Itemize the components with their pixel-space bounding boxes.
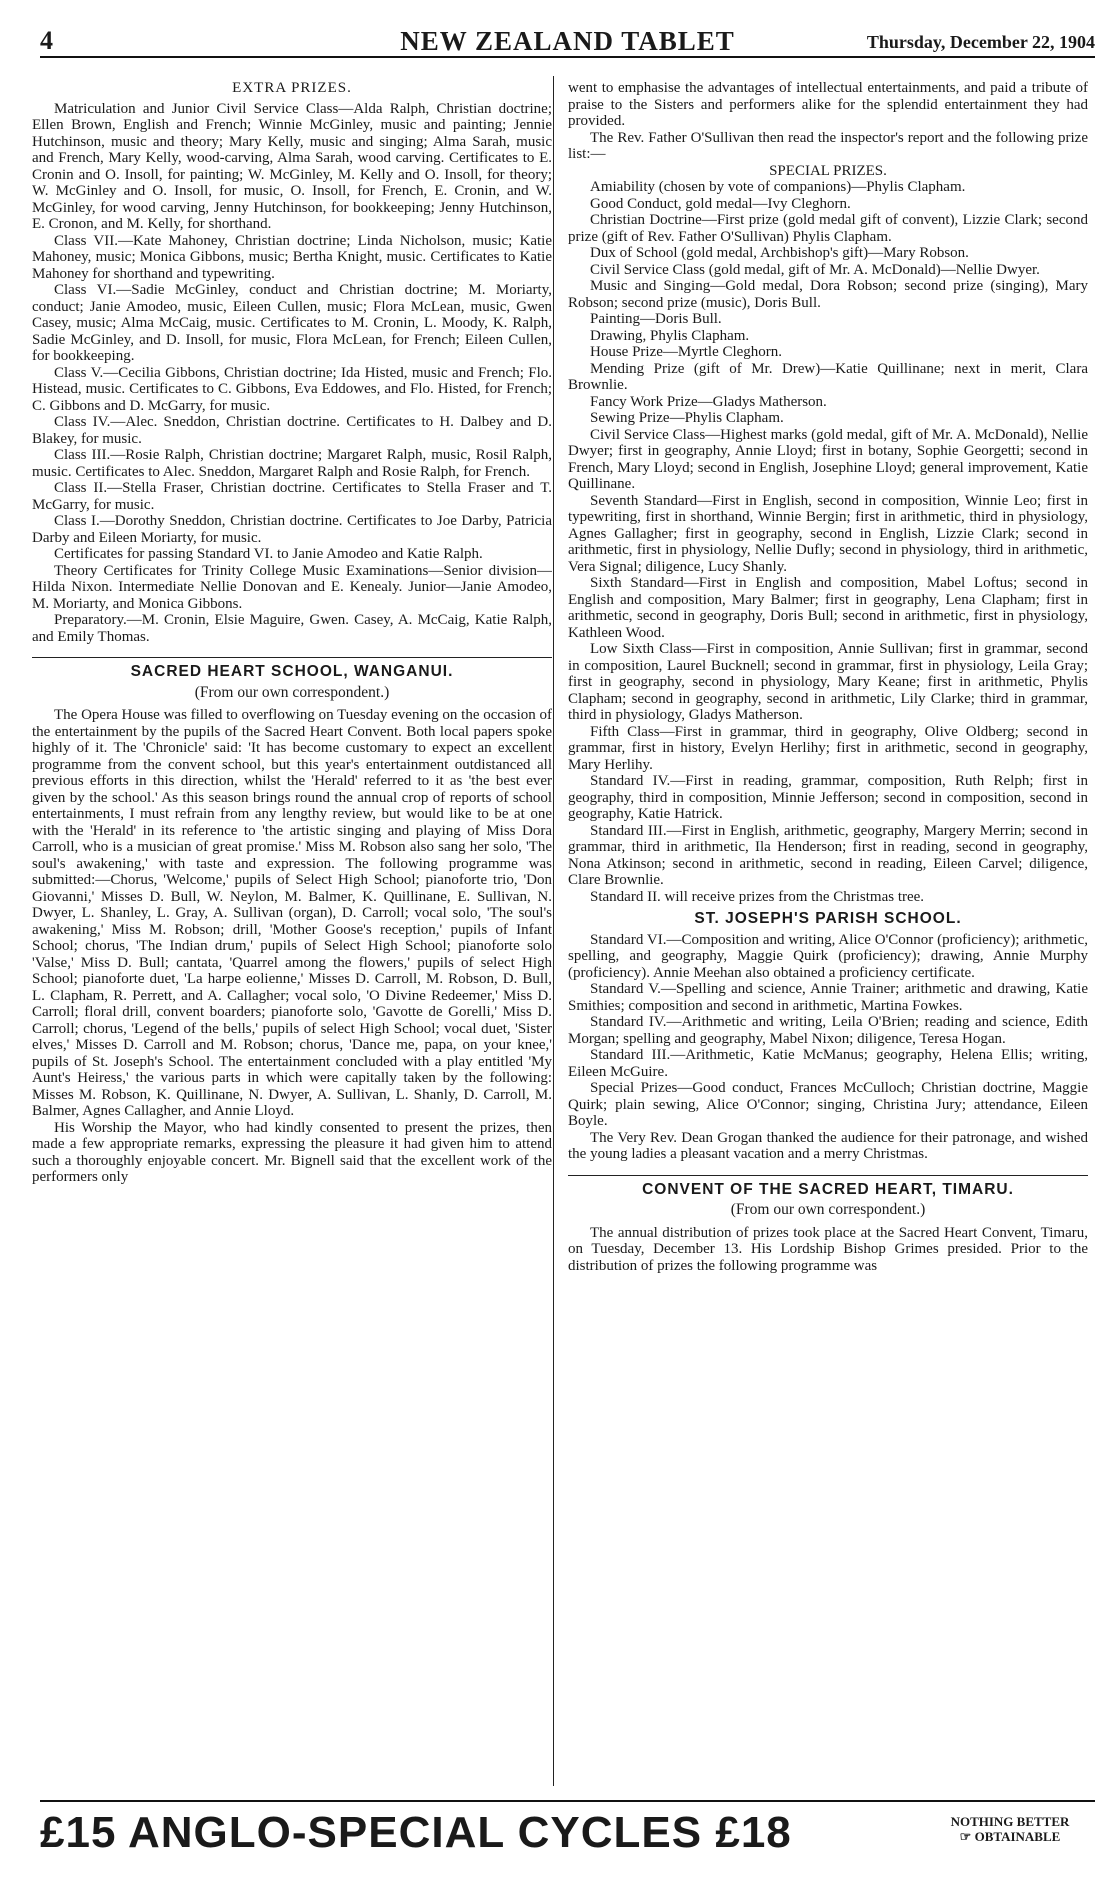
article-paragraph: The Rev. Father O'Sullivan then read the inspector's report and the following prize list:—: [568, 129, 1088, 162]
ad-tagline: [925, 1814, 1095, 1844]
prize-paragraph: Standard III.—Arithmetic, Katie McManus; geography, Helena Ellis; writing, Eileen McGuire.: [568, 1047, 1088, 1080]
wanganui-heading: SACRED HEART SCHOOL, WANGANUI.: [130, 663, 454, 680]
article-paragraph: Class IV.—Alec. Sneddon, Christian doctrine. Certificates to H. Dalbey and D. Blakey, for music.: [32, 414, 552, 447]
timaru-byline: (From our own correspondent.): [730, 1201, 926, 1218]
stjoseph-heading: ST. JOSEPH'S PARISH SCHOOL.: [694, 910, 962, 927]
prize-paragraph: Civil Service Class (gold medal, gift of Mr. A. McDonald)—Nellie Dwyer.: [590, 261, 1040, 278]
page-number: 4: [40, 26, 53, 55]
article-paragraph: Preparatory.—M. Cronin, Elsie Maguire, Gwen. Casey, A. McCaig, Katie Ralph, and Emily Thomas.: [32, 612, 552, 645]
right-column: [568, 80, 1088, 1780]
prize-paragraph: Good Conduct, gold medal—Ivy Cleghorn.: [590, 195, 851, 212]
prize-paragraph: Standard VI.—Composition and writing, Alice O'Connor (proficiency); arithmetic, spelling, and geography, Maggie Quirk (proficiency); drawing, Annie Murphy (proficiency). Annie Meehan also obtained a proficiency certificate.: [568, 931, 1088, 981]
article-paragraph: Class V.—Cecilia Gibbons, Christian doctrine; Ida Histed, music and French; Flo. Histead, music. Certificates to C. Gibbons, Eva Eddowes, and Flo. Histed, for French; C. Gibbons and D. McGarry, for music.: [32, 364, 552, 414]
prize-paragraph: Christian Doctrine—First prize (gold medal gift of convent), Lizzie Clark; second prize (gift of Rev. Father O'Sullivan) Phylis Clapham.: [568, 212, 1088, 245]
article-paragraph: Class II.—Stella Fraser, Christian doctrine. Certificates to Stella Fraser and T. McGarry, for music.: [32, 480, 552, 513]
prize-paragraph: House Prize—Myrtle Cleghorn.: [590, 344, 783, 360]
article-continuation: went to emphasise the advantages of intellectual entertainments, and paid a tribute of praise to the Sisters and performers alike for the splendid entertainment they had provided.: [568, 80, 1088, 129]
prize-paragraph: Fancy Work Prize—Gladys Matherson.: [590, 393, 827, 410]
prize-paragraph: Mending Prize (gift of Mr. Drew)—Katie Quillinane; next in merit, Clara Brownlie.: [568, 360, 1088, 393]
prize-paragraph: Drawing, Phylis Clapham.: [590, 327, 750, 344]
section-divider: [568, 1175, 1088, 1176]
prize-paragraph: The Very Rev. Dean Grogan thanked the audience for their patronage, and wished the young ladies a pleasant vacation and a merry Christmas.: [568, 1129, 1088, 1162]
prize-paragraph: Fifth Class—First in grammar, third in geography, Olive Oldberg; second in grammar, first in history, Evelyn Herlihy; first in arithmetic, second in geography, Mary Herlihy.: [568, 723, 1088, 773]
article-paragraph: Theory Certificates for Trinity College Music Examinations—Senior division—Hilda Nixon. Intermediate Nellie Donovan and E. Kenealy. Junior—Janie Amodeo, M. Moriarty, and Monica Gibbons.: [32, 562, 552, 612]
prize-paragraph: Standard III.—First in English, arithmetic, geography, Margery Merrin; second in grammar, third in arithmetic, Ila Henderson; first in reading, second in geography, Nona Atkinson; second in arithmetic, second in reading, Eileen Carvel; diligence, Clare Brownlie.: [568, 822, 1088, 888]
timaru-heading: CONVENT OF THE SACRED HEART, TIMARU.: [642, 1180, 1014, 1198]
left-column: [32, 80, 552, 1780]
prize-paragraph: Dux of School (gold medal, Archbishop's gift)—Mary Robson.: [590, 245, 969, 261]
prize-paragraph: Seventh Standard—First in English, second in composition, Winnie Leo; first in typewriting, first in shorthand, Winnie Bergin; first in arithmetic, third in physiology, Agnes Gallagher; first in geography, second in English, Lizzie Clark; second in arithmetic, first in physiology, Nellie Dufly; second in physiology, third in arithmetic, Vera Signal; diligence, Lucy Shanly.: [568, 492, 1088, 575]
advertisement-banner: [40, 1800, 1095, 1862]
article-paragraph: Class I.—Dorothy Sneddon, Christian doctrine. Certificates to Joe Darby, Patricia Darby and Eileen Moriarty, for music.: [32, 513, 552, 546]
special-prizes-heading: SPECIAL PRIZES.: [769, 162, 887, 179]
prize-paragraph: Standard IV.—Arithmetic and writing, Leila O'Brien; reading and science, Edith Morgan; spelling and geography, Mabel Nixon; diligence, Teresa Hogan.: [568, 1014, 1088, 1047]
prize-paragraph: Sixth Standard—First in English and composition, Mabel Loftus; second in English and composition, Mary Balmer; first in geography, Lena Clapham; first in arithmetic, second in geography, Doris Bull; second in arithmetic, first in physiology, Kathleen Wood.: [568, 575, 1088, 641]
article-paragraph: The Opera House was filled to overflowing on Tuesday evening on the occasion of the entertainment by the pupils of the Sacred Heart Convent. Both local papers spoke highly of it. The 'Chronicle' said: 'It has become customary to expect an excellent programme from the convent school, but this year's entertainment outdistanced all previous efforts in this direction, whilst the 'Herald' referred to it as 'the best ever given by the school.' As this season brings round the annual crop of reports of school entertainments, I must refrain from any lengthy review, but would like to be at one with the 'Herald' in its reference to 'the artistic singing and playing of Miss Dora Carroll, who is a musician of great promise.' Miss M. Robson also sang her solo, 'The soul's awakening,' with taste and expression. The following programme was submitted:—Chorus, 'Welcome,' pupils of Select High School; pianoforte trio, 'Don Giovanni,' Misses D. Bull, W. Neylon, M. Balmer, K. Quillinane, E. Sullivan, N. Dwyer, L. Shanley, L. Gray, A. Sullivan (organ), D. Carroll; vocal solo, 'The soul's awakening,' Miss M. Robson; drill, 'Mother Goose's reception,' pupils of Infant School; chorus, 'The Indian drum,' pupils of Select High School; pianoforte solo 'Valse,' Miss D. Bull; cantata, 'Quarrel among the flowers,' pupils of select High School; pianoforte duet, 'La harpe eolienne,' Misses D. Carroll, M. Robson, D. Bull, L. Clapham, R. Perrett, and A. Callagher; vocal solo, 'O Divine Redeemer,' Miss D. Carroll; floral drill, convent boarders; pianoforte solo, 'Gavotte de Gorelli,' Miss D. Carroll; chorus, 'Legend of the bells,' pupils of select High School; vocal duet, 'Sister elves,' Misses D. Carroll and M. Robson; chorus, 'Dance me, papa, on your knee,' pupils of St. Joseph's School. The entertainment concluded with a play entitled 'My Aunt's Heiress,' the various parts in which were capitally taken by the following: Misses M. Robson, K. Quillinane, N. Dwyer, A. Sullivan, L. Shanly, D. Carroll, M. Balmer, Agnes Callagher, and Annie Lloyd.: [32, 707, 552, 1119]
ad-tagline-line: NOTHING BETTER: [950, 1814, 1070, 1829]
prize-paragraph: Standard IV.—First in reading, grammar, composition, Ruth Relph; first in geography, third in composition, Minnie Jefferson; second in composition, second in geography, Katie Hatrick.: [568, 773, 1088, 822]
article-paragraph: The annual distribution of prizes took place at the Sacred Heart Convent, Timaru, on Tuesday, December 13. His Lordship Bishop Grimes presided. Prior to the distribution of prizes the following programme was: [568, 1224, 1088, 1274]
article-paragraph: Certificates for passing Standard VI. to Janie Amodeo and Katie Ralph.: [54, 546, 483, 562]
article-paragraph: Class VII.—Kate Mahoney, Christian doctrine; Linda Nicholson, music; Katie Mahoney, music; Monica Gibbons, music; Bertha Knight, music. Certificates to Katie Mahoney for shorthand and typewriting.: [32, 232, 552, 282]
ad-tagline-line: ☞ OBTAINABLE: [959, 1829, 1061, 1844]
ad-headline: £15 ANGLO-SPECIAL CYCLES £18: [40, 1808, 792, 1857]
article-paragraph: Class VI.—Sadie McGinley, conduct and Christian doctrine; M. Moriarty, conduct; Janie Amodeo, music, Eileen Cullen, music; Flora McLean, music, Gwen Casey, music; Alma McCaig, music. Certificates to M. Cronin, L. Moody, K. Ralph, Sadie McGinley, and D. Insoll, for music, Flora McLean, for French; Eileen Cullen, for bookkeeping.: [32, 282, 552, 364]
article-paragraph: Matriculation and Junior Civil Service Class—Alda Ralph, Christian doctrine; Ellen Brown, English and French; Winnie McGinley, music and painting; Jennie Hutchinson, music and theory; Mary Kelly, music and singing; Alma Sarah, music and French, Mary Kelly, wood-carving, Alma Sarah, wood carving. Certificates to E. Cronin and O. Insoll, for painting; W. McGinley, M. Kelly and O. Insoll, for theory; W. McGinley and O. Insoll, for music, O. Insoll, for French, E. Cronin, and W. McGinley, for wood carving, Jenny Hutchinson, for bookkeeping; Jenny Hutchinson, E. Cronon, and M. Kelly, for shorthand.: [32, 100, 552, 232]
wanganui-byline: (From our own correspondent.): [194, 683, 390, 701]
extra-prizes-heading: EXTRA PRIZES.: [232, 80, 352, 96]
issue-date: Thursday, December 22, 1904: [866, 32, 1095, 52]
prize-paragraph: Special Prizes—Good conduct, Frances McCulloch; Christian doctrine, Maggie Quirk; plain sewing, Alice O'Connor; singing, Christina Jury; attendance, Eileen Boyle.: [568, 1080, 1088, 1129]
section-divider: [32, 657, 552, 658]
prize-paragraph: Music and Singing—Gold medal, Dora Robson; second prize (singing), Mary Robson; second prize (music), Doris Bull.: [568, 278, 1088, 311]
prize-paragraph: Painting—Doris Bull.: [590, 311, 722, 327]
article-paragraph: Class III.—Rosie Ralph, Christian doctrine; Margaret Ralph, music, Rosil Ralph, music. Certificates to Alec. Sneddon, Margaret Ralph and Rosie Ralph, for French.: [32, 447, 552, 480]
prize-paragraph: Civil Service Class—Highest marks (gold medal, gift of Mr. A. McDonald), Nellie Dwyer; first in geography, Annie Lloyd; first in botany, Sophie Georgetti; second in French, Mary Lloyd; second in English, Josephine Lloyd; general improvement, Katie Quillinane.: [568, 426, 1088, 492]
page-header: [40, 26, 1095, 58]
article-paragraph: His Worship the Mayor, who had kindly consented to present the prizes, then made a few appropriate remarks, expressing the pleasure it had given him to attend such a thoroughly enjoyable concert. Mr. Bignell said that the excellent work of the performers only: [32, 1119, 552, 1185]
prize-paragraph: Low Sixth Class—First in composition, Annie Sullivan; first in grammar, second in composition, Laurel Bucknell; second in grammar, first in physiology, Leila Gray; first in geography, second in physiology, Mary Keane; first in arithmetic, Phylis Clapham; second in geography, second in arithmetic, Lily Clarke; third in grammar, third in physiology, Gladys Matherson.: [568, 641, 1088, 723]
prize-paragraph: Amiability (chosen by vote of companions)—Phylis Clapham.: [590, 179, 966, 195]
masthead: NEW ZEALAND TABLET: [400, 26, 735, 56]
prize-paragraph: Sewing Prize—Phylis Clapham.: [590, 410, 784, 426]
prize-paragraph: Standard V.—Spelling and science, Annie Trainer; arithmetic and drawing, Katie Smithies; composition and second in arithmetic, Martina Fowkes.: [568, 981, 1088, 1014]
prize-paragraph: Standard II. will receive prizes from the Christmas tree.: [590, 888, 925, 905]
column-divider: [553, 76, 554, 1786]
